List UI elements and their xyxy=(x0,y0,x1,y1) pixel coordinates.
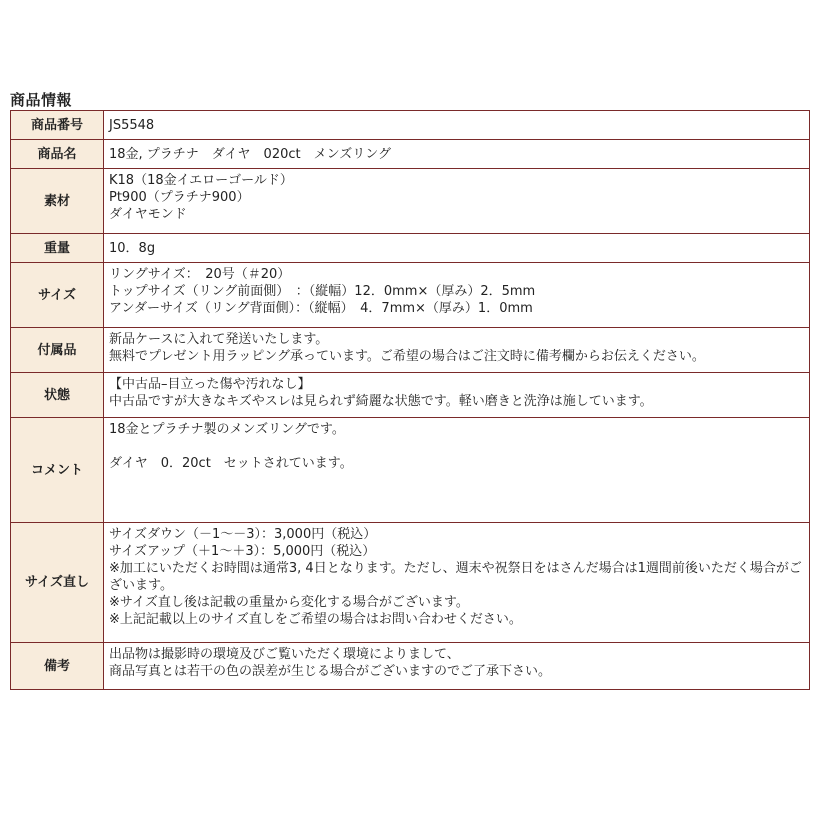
label-condition: 状態 xyxy=(11,373,104,418)
material-line: ダイヤモンド xyxy=(109,207,187,222)
value-resize xyxy=(104,523,810,643)
value-product-number: JS5548 xyxy=(104,111,810,140)
label-material: 素材 xyxy=(11,169,104,234)
resize-line: ※上記記載以上のサイズ直しをご希望の場合はお問い合わせください。 xyxy=(109,612,522,627)
row-weight xyxy=(11,234,810,263)
remarks-line: 商品写真とは若干の色の誤差が生じる場合がございますのでご了承下さい。 xyxy=(109,664,552,679)
row-product-name xyxy=(11,140,810,169)
value-comment xyxy=(104,418,810,523)
label-product-name: 商品名 xyxy=(11,140,104,169)
row-material xyxy=(11,169,810,234)
label-size: サイズ xyxy=(11,263,104,328)
value-material xyxy=(104,169,810,234)
size-line: リングサイズ： 20号（＃20） xyxy=(109,267,291,282)
accessories-line: 新品ケースに入れて発送いたします。 xyxy=(109,332,329,347)
value-size xyxy=(104,263,810,328)
row-product-number xyxy=(11,111,810,140)
section-title: 商品情報 xyxy=(10,91,73,109)
label-product-number: 商品番号 xyxy=(11,111,104,140)
material-line: Pt900（プラチナ900） xyxy=(109,190,250,205)
condition-line: 中古品ですが大きなキズやスレは見られず綺麗な状態です。軽い磨きと洗浄は施しています。 xyxy=(109,394,653,409)
comment-line: ダイヤ 0．20ct セットされています。 xyxy=(109,456,353,471)
row-remarks xyxy=(11,643,810,690)
row-condition xyxy=(11,373,810,418)
label-remarks: 備考 xyxy=(11,643,104,690)
row-resize xyxy=(11,523,810,643)
condition-line: 【中古品–目立った傷や汚れなし】 xyxy=(109,377,311,392)
value-weight: 10．8g xyxy=(104,234,810,263)
label-comment: コメント xyxy=(11,418,104,523)
comment-line: 18金とプラチナ製のメンズリングです。 xyxy=(109,422,345,437)
row-accessories xyxy=(11,328,810,373)
resize-line: ※サイズ直し後は記載の重量から変化する場合がございます。 xyxy=(109,595,469,610)
accessories-line: 無料でプレゼント用ラッピング承っています。ご希望の場合はご注文時に備考欄からお伝えください。 xyxy=(109,349,705,364)
value-condition xyxy=(104,373,810,418)
label-weight: 重量 xyxy=(11,234,104,263)
size-line: トップサイズ（リング前面側） ：（縦幅）12．0mm×（厚み）2．5mm xyxy=(109,284,536,299)
row-size xyxy=(11,263,810,328)
product-info-table xyxy=(10,110,810,690)
resize-line: サイズアップ（＋1～＋3）：5,000円（税込） xyxy=(109,544,376,559)
resize-line: ※加工にいただくお時間は通常3, 4日となります。ただし、週末や祝祭日をはさんだ場合は1週間前後いただく場合がございます。 xyxy=(109,561,802,593)
resize-line: サイズダウン（－1～－3）：3,000円（税込） xyxy=(109,527,377,542)
row-comment xyxy=(11,418,810,523)
value-accessories xyxy=(104,328,810,373)
label-accessories: 付属品 xyxy=(11,328,104,373)
material-line: K18（18金イエローゴールド） xyxy=(109,173,293,188)
label-resize: サイズ直し xyxy=(11,523,104,643)
comment-spacer xyxy=(109,438,804,455)
size-line: アンダーサイズ（リング背面側）：（縦幅） 4．7mm×（厚み）1．0mm xyxy=(109,301,533,316)
remarks-line: 出品物は撮影時の環境及びご覧いただく環境によりまして、 xyxy=(109,647,460,662)
value-product-name: 18金, プラチナ ダイヤ 020ct メンズリング xyxy=(104,140,810,169)
value-remarks xyxy=(104,643,810,690)
